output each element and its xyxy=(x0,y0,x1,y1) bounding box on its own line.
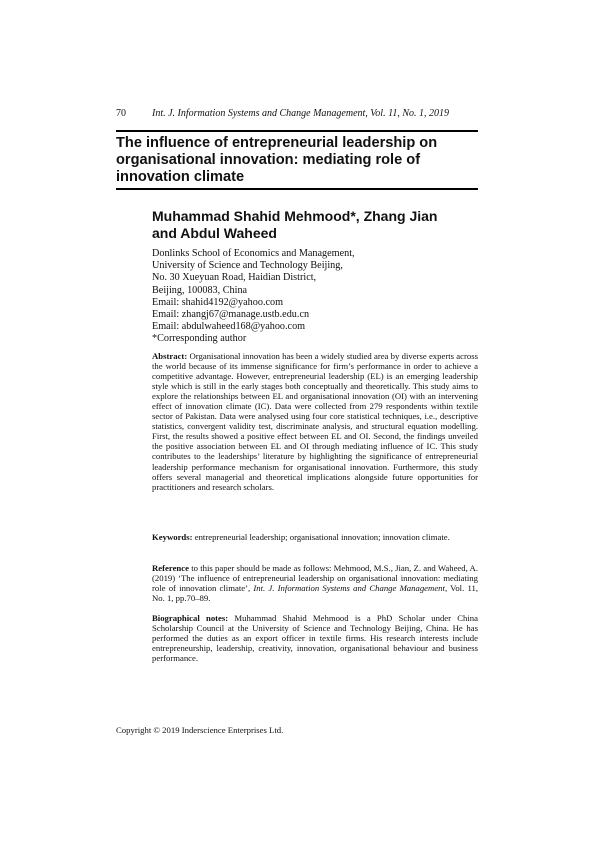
reference-journal: Int. J. Information Systems and Change Management xyxy=(253,583,445,594)
abstract xyxy=(152,351,478,492)
affiliation-line: Beijing, 100083, China xyxy=(152,284,248,296)
email-line: Email: abdulwaheed168@yahoo.com xyxy=(152,321,306,333)
title-rule-top xyxy=(116,130,478,132)
affiliation-line: Donlinks School of Economics and Management, xyxy=(152,248,355,259)
biographical-notes xyxy=(152,613,478,663)
author-line: Muhammad Shahid Mehmood*, Zhang Jian xyxy=(152,208,438,224)
biography-label: Biographical notes: xyxy=(152,613,229,623)
email-line: Email: shahid4192@yahoo.com xyxy=(152,296,284,308)
abstract-label: Abstract: xyxy=(152,351,188,361)
affiliation-line: No. 30 Xueyuan Road, Haidian District, xyxy=(152,272,317,284)
email-line: Email: zhangj67@manage.ustb.edu.cn xyxy=(152,309,310,321)
running-head: Int. J. Information Systems and Change Management, Vol. 11, No. 1, 2019 xyxy=(152,108,450,119)
copyright: Copyright © 2019 Inderscience Enterprises Ltd. xyxy=(116,725,284,735)
title-line: organisational innovation: mediating role of xyxy=(116,152,421,168)
reference-label: Reference xyxy=(152,563,189,573)
page-number: 70 xyxy=(116,108,126,119)
author-line: and Abdul Waheed xyxy=(152,225,277,241)
title-rule-bottom xyxy=(116,188,478,190)
reference xyxy=(152,563,478,603)
author-list xyxy=(152,208,478,242)
title-line: The influence of entrepreneurial leadership on xyxy=(116,135,438,151)
keywords xyxy=(152,532,478,542)
biography-text: Muhammad Shahid Mehmood is a PhD Scholar under China Scholarship Council at the University of Science and Technology Beijing, China. He has performed the duties as an export officer in textile firms. His research interests include entrepreneurship, leadership, creativity, innovation, organisational behaviour and business performance. xyxy=(152,613,478,664)
paper-title xyxy=(116,135,478,186)
affiliation-block xyxy=(152,248,478,346)
corresponding-author-note: *Corresponding author xyxy=(152,333,247,345)
keywords-text: entrepreneurial leadership; organisational innovation; innovation climate. xyxy=(194,532,450,542)
reference-volume: , Vol. 11, No. 1, pp.70–89. xyxy=(152,583,478,604)
reference-text: to this paper should be made as follows: Mehmood, M.S., Jian, Z. and Waheed, A. (2019) ‘The influence of entrepreneurial leadership on organisational innovation: mediating role of innovation climate’, xyxy=(152,563,478,594)
title-line: innovation climate xyxy=(116,169,245,185)
abstract-text: Organisational innovation has been a widely studied area by diverse experts across the world because of its immense significance for firm’s performance in order to achieve a competitive advantage. However, entrepreneurial leadership (EL) is an emerging leadership style which is still in the early stages both conceptually and theoretically. This study aims to explore the relationships between EL and organisational innovation (OI) with an intervening effect of innovation climate (IC). Data were collected from 279 respondents within textile sector of Pakistan. Data were analysed using four core statistical techniques, i.e., descriptive statistics, convergent validity test, discriminate analysis, and structural equation modelling. First, the results showed a positive effect between EL and OI. Second, the findings unveiled the positive association between EL and OI through mediating influence of IC. This study contributes to the leaderships’ literature by highlighting the significance of entrepreneurial leadership performance mechanism for organisational innovation. Furthermore, this study offers several managerial and theoretical implications alongside future opportunities for practitioners and research scholars. xyxy=(152,351,478,492)
keywords-label: Keywords: xyxy=(152,532,193,542)
affiliation-line: University of Science and Technology Beijing, xyxy=(152,260,343,272)
